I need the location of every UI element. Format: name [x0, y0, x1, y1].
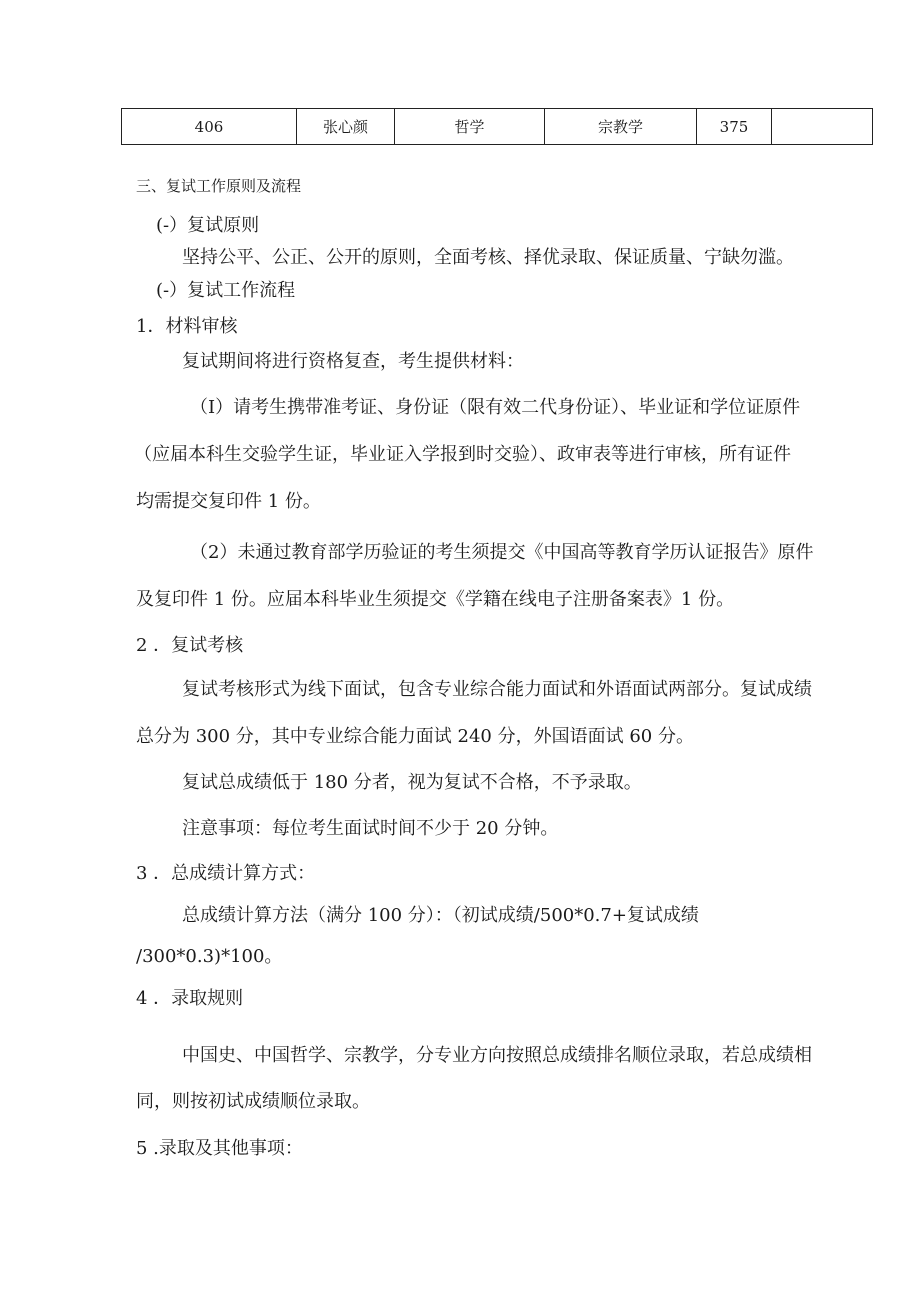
item5-heading: 5 .录取及其他事项： — [136, 1138, 303, 1159]
table-cell-score: 375 — [697, 109, 772, 145]
section-heading: 三、复试工作原则及流程 — [136, 177, 302, 195]
item2-p2: 复试总成绩低于 180 分者，视为复试不合格，不予录取。 — [182, 772, 642, 793]
item3-line1: 总成绩计算方法（满分 100 分）：（初试成绩/500*0.7+复试成绩 — [182, 905, 699, 926]
table-row — [122, 109, 873, 145]
item1-p1-line3: 均需提交复印件 1 份。 — [136, 491, 321, 512]
item1-heading: 1．材料审核 — [136, 316, 238, 337]
item1-p2-line2: 及复印件 1 份。应届本科毕业生须提交《学籍在线电子注册备案表》1 份。 — [136, 589, 735, 610]
principle-text: 坚持公平、公正、公开的原则，全面考核、择优录取、保证质量、宁缺勿滥。 — [182, 247, 794, 268]
item2-heading: 2 ．复试考核 — [136, 635, 244, 656]
subheading-principle: (-）复试原则 — [156, 215, 260, 236]
table-cell-major: 宗教学 — [545, 109, 697, 145]
item4-line1: 中国史、中国哲学、宗教学，分专业方向按照总成绩排名顺位录取，若总成绩相 — [182, 1045, 812, 1066]
item1-p2-line1: （2）未通过教育部学历验证的考生须提交《中国高等教育学历认证报告》原件 — [190, 542, 814, 563]
item4-line2: 同，则按初试成绩顺位录取。 — [136, 1091, 370, 1112]
item2-p1-line2: 总分为 300 分，其中专业综合能力面试 240 分，外国语面试 60 分。 — [136, 726, 694, 747]
item1-p1-line1: （I）请考生携带准考证、身份证（限有效二代身份证）、毕业证和学位证原件 — [190, 397, 801, 418]
item3-line2: /300*0.3)*100。 — [136, 946, 283, 967]
item2-p1-line1: 复试考核形式为线下面试，包含专业综合能力面试和外语面试两部分。复试成绩 — [182, 679, 812, 700]
table-cell-note — [772, 109, 873, 145]
table-cell-name: 张心颜 — [297, 109, 395, 145]
subheading-process: (-）复试工作流程 — [156, 280, 296, 301]
item3-heading: 3 ．总成绩计算方式： — [136, 863, 316, 884]
item1-intro: 复试期间将进行资格复查，考生提供材料： — [182, 351, 524, 372]
item4-heading: 4 ．录取规则 — [136, 988, 244, 1009]
score-table — [121, 108, 873, 145]
table-cell-id: 406 — [122, 109, 297, 145]
table-cell-discipline: 哲学 — [395, 109, 545, 145]
item2-p3: 注意事项：每位考生面试时间不少于 20 分钟。 — [182, 818, 559, 839]
item1-p1-line2: （应届本科生交验学生证，毕业证入学报到时交验）、政审表等进行审核，所有证件 — [134, 444, 791, 465]
